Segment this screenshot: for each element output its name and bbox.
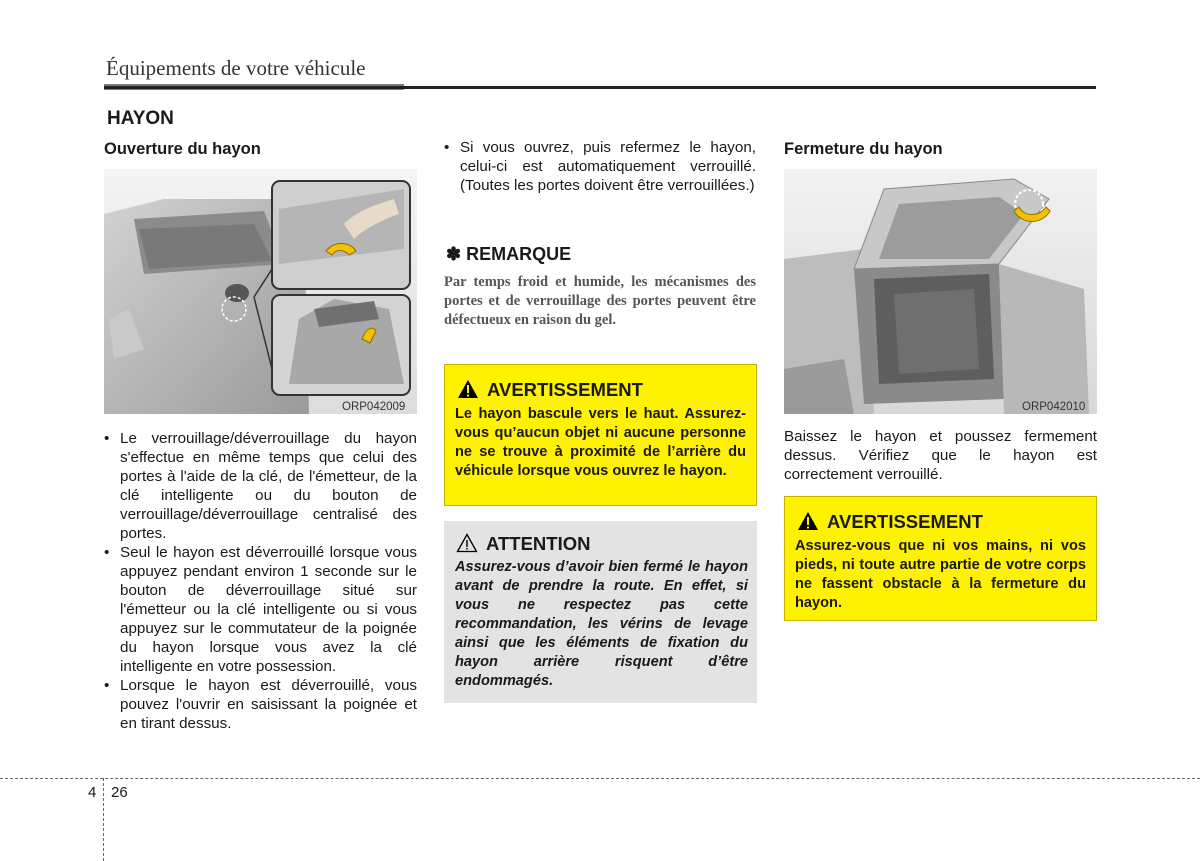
page-number: 26 [111, 784, 128, 801]
closing-text: Baissez le hayon et poussez fermement dessus. Vérifiez que le hayon est correctement verrouillé. [784, 428, 1097, 483]
tailgate-closing-illustration [784, 169, 1097, 414]
warning-icon [797, 511, 819, 531]
middle-bullets [444, 138, 756, 195]
bullet-item: • Si vous ouvrez, puis refermez le hayon, celui-ci est automatiquement verrouillé. (Toutes les portes doivent être verrouillées.) [444, 138, 756, 195]
opening-heading: Ouverture du hayon [104, 140, 261, 158]
tailgate-opening-figure [104, 169, 417, 414]
warning-box-opening [444, 364, 757, 506]
remarque-text: Par temps froid et humide, les mécanismes des portes et de verrouillage des portes peuvent être défectueux en raison du gel. [444, 274, 756, 328]
attention-box [444, 521, 757, 703]
image-code: ORP042009 [342, 401, 406, 413]
chapter-number: 4 [88, 784, 97, 801]
remarque-title: ✽ REMARQUE [446, 244, 572, 264]
image-code: ORP042010 [1022, 401, 1086, 413]
footer-rule [0, 778, 1200, 779]
bullet-item: • Lorsque le hayon est déverrouillé, vous pouvez l'ouvrir en saisissant la poignée et en tirant dessus. [104, 676, 417, 733]
section-title: HAYON [107, 108, 174, 129]
warning-text: Assurez-vous que ni vos mains, ni vos pieds, ni toute autre partie de votre corps ne fassent obstacle à la fermeture du hayon. [795, 538, 1086, 611]
warning-title: AVERTISSEMENT [827, 511, 983, 532]
warning-title: AVERTISSEMENT [487, 379, 643, 400]
opening-bullets [104, 429, 417, 733]
warning-box-closing [784, 496, 1097, 621]
tailgate-closing-figure [784, 169, 1097, 414]
header-rule [104, 86, 1096, 89]
tailgate-opening-illustration [104, 169, 417, 414]
warning-text: Le hayon bascule vers le haut. Assurez-vous qu’aucun objet ni aucune personne ne se trouve à proximité de l’arrière du véhicule lorsque vous ouvrez le hayon. [455, 406, 746, 479]
caution-icon [456, 533, 478, 553]
footer-divider [103, 778, 104, 861]
attention-title: ATTENTION [486, 533, 591, 554]
attention-text: Assurez-vous d’avoir bien fermé le hayon avant de prendre la route. En effet, si vous ne respectez pas cette recommandation, les vérins de levage ainsi que les éléments de fixation du hayon arrière risquent d’être endommagés. [455, 559, 748, 689]
bullet-item: • Le verrouillage/déverrouillage du hayon s'effectue en même temps que celui des portes à l'aide de la clé, de l'émetteur, de la clé intelligente ou du bouton de verrouillage/déverrouillage centralisé des portes. [104, 429, 417, 543]
closing-heading: Fermeture du hayon [784, 140, 943, 158]
page-header-title: Équipements de votre véhicule [106, 56, 366, 80]
bullet-item: • Seul le hayon est déverrouillé lorsque vous appuyez pendant environ 1 seconde sur le bouton de déverrouillage situé sur l'émetteur ou la clé intelligente ou si vous appuyez sur le commutateur de la poignée du hayon lorsque vous avez la clé intelligente en votre possession. [104, 543, 417, 676]
warning-icon [457, 379, 479, 399]
